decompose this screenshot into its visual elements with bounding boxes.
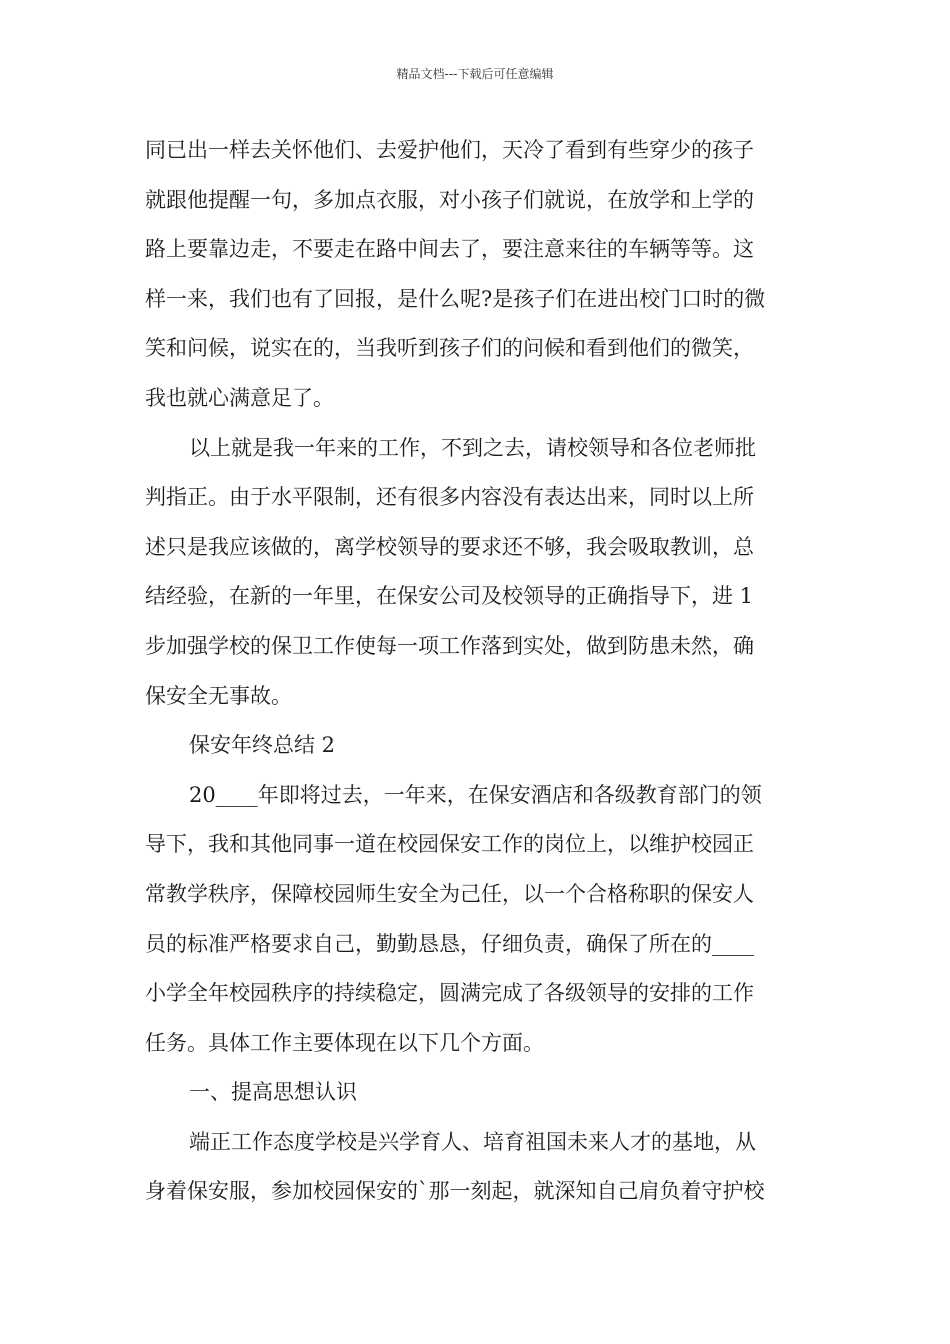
text-line: 样一来，我们也有了回报，是什么呢?是孩子们在进出校门口时的微 [145, 286, 766, 311]
text-line: 路上要靠边走，不要走在路中间去了，要注意来往的车辆等等。这 [145, 237, 754, 262]
text-line: 任务。具体工作主要体现在以下几个方面。 [145, 1030, 544, 1055]
text-line: 常教学秩序，保障校园师生安全为己任，以一个合格称职的保安人 [145, 881, 754, 906]
text-line: 保安全无事故。 [145, 683, 292, 708]
text-line: 以上就是我一年来的工作，不到之去，请校领导和各位老师批 [189, 435, 756, 460]
text-line: 就跟他提醒一句，多加点衣服，对小孩子们就说，在放学和上学的 [145, 187, 754, 212]
text-line: 述只是我应该做的，离学校领导的要求还不够，我会吸取教训，总 [145, 534, 754, 559]
document-body [145, 126, 807, 1217]
text-line: 结经验，在新的一年里，在保安公司及校领导的正确指导下，进 1 [145, 584, 754, 609]
text-line: 保安年终总结 2 [189, 733, 336, 758]
text-line: 导下，我和其他同事一道在校园保安工作的岗位上，以维护校园正 [145, 832, 754, 857]
text-line: 身着保安服，参加校园保安的`那一刻起，就深知自己肩负着守护校 [145, 1179, 765, 1204]
text-line: 端正工作态度学校是兴学育人、培育祖国未来人才的基地，从 [189, 1129, 756, 1154]
text-line: 员的标准严格要求自己，勤勤恳恳，仔细负责，确保了所在的____ [145, 931, 754, 956]
text-line: 我也就心满意足了。 [145, 385, 334, 410]
text-line: 笑和问候，说实在的，当我听到孩子们的问候和看到他们的微笑， [145, 336, 754, 361]
text-line: 步加强学校的保卫工作使每一项工作落到实处，做到防患未然，确 [145, 633, 754, 658]
text-line: 同已出一样去关怀他们、去爱护他们，天冷了看到有些穿少的孩子 [145, 138, 754, 162]
text-line: 20____年即将过去，一年来，在保安酒店和各级教育部门的领 [189, 782, 762, 807]
text-line: 判指正。由于水平限制，还有很多内容没有表达出来，同时以上所 [145, 485, 754, 510]
page-header: 精品文档---下载后可任意编辑 [396, 67, 554, 81]
text-line: 一、提高思想认识 [189, 1080, 357, 1105]
text-line: 小学全年校园秩序的持续稳定，圆满完成了各级领导的安排的工作 [145, 981, 754, 1006]
